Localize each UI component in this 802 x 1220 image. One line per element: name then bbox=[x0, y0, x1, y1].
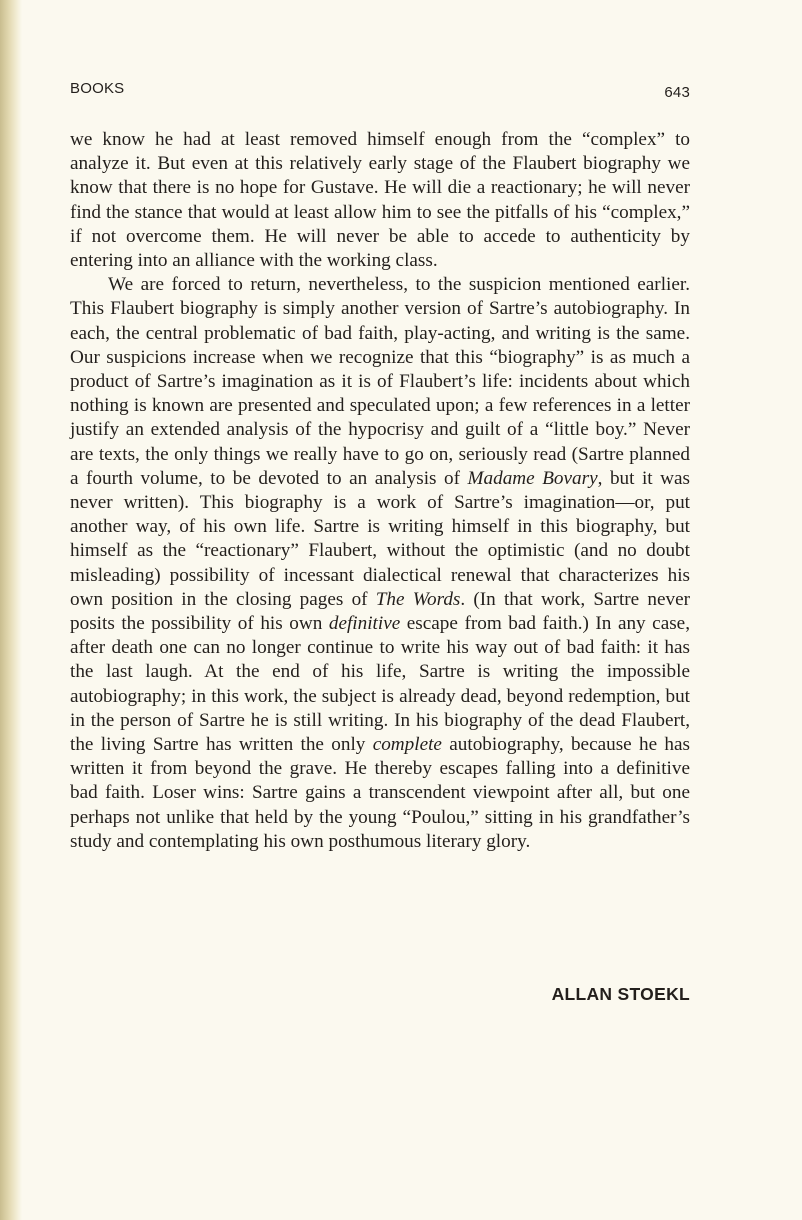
text-segment: We are forced to return, nevertheless, to the suspicion mentioned earlier. This Flaubert biography is simply another version of Sartre’s autobiography. In each, the central problematic of bad faith, play-acting, and writing is the same. Our suspicions increase when we recognize that this “biography” is as much a product of Sartre’s imagination as it is of Flaubert’s life: incidents about which nothing is known are presented and speculated upon; a few references in a letter justify an extended analysis of the hypocrisy and guilt of a “little boy.” Never are texts, the only things we really have to go on, seriously read (Sartre planned a fourth volume, to be devoted to an analysis of bbox=[70, 274, 690, 489]
text-segment: escape from bad faith.) In any case, after death one can no longer continue to write his way out of bad faith: it has the last laugh. At the end of his life, Sartre is writing the impossible autobiography; in this work, the subject is already dead, beyond redemption, but in the person of Sartre he is still writing. In his biography of the dead Flaubert, the living Sartre has written the only bbox=[70, 613, 690, 756]
section-title: BOOKS bbox=[70, 80, 125, 97]
book-binding-gutter bbox=[0, 0, 22, 1220]
book-title-the-words: The Words bbox=[375, 588, 461, 610]
text-segment: , but it was never written). This biography is a work of Sartre’s imagination—or, put another way, of his own life. Sartre is writing himself in this biography, but himself as the “reactionary” Flaubert, without the optimistic (and no doubt misleading) possibility of incessant dialectical renewal that characterizes his own position in the closing pages of bbox=[70, 467, 690, 610]
running-head bbox=[70, 80, 690, 101]
author-byline: ALLAN STOEKL bbox=[551, 984, 690, 1004]
paragraph-1 bbox=[70, 128, 690, 273]
emphasis-complete: complete bbox=[372, 734, 442, 756]
text-segment: . (In that work, Sartre never posits the possibility of his own bbox=[70, 588, 690, 635]
book-title-madame-bovary: Madame Bovary bbox=[467, 467, 598, 489]
text-segment: autobiography, because he has written it from beyond the grave. He thereby escapes falling into a definitive bad faith. Loser wins: Sartre gains a transcendent viewpoint after all, but one perhaps not unlike that held by the young “Poulou,” sitting in his grandfather’s study and contemplating his own posthumous literary glory. bbox=[70, 734, 690, 852]
emphasis-definitive: definitive bbox=[328, 613, 401, 635]
article-body bbox=[70, 128, 690, 854]
paragraph-2 bbox=[70, 273, 690, 854]
page-number: 643 bbox=[664, 84, 690, 101]
text-segment: we know he had at least removed himself enough from the “complex” to analyze it. But even at this relatively early stage of the Flaubert biography we know that there is no hope for Gustave. He will die a reactionary; he will never find the stance that would at least allow him to see the pitfalls of his “complex,” if not overcome them. He will never be able to accede to authenticity by entering into an alliance with the working class. bbox=[70, 129, 690, 272]
